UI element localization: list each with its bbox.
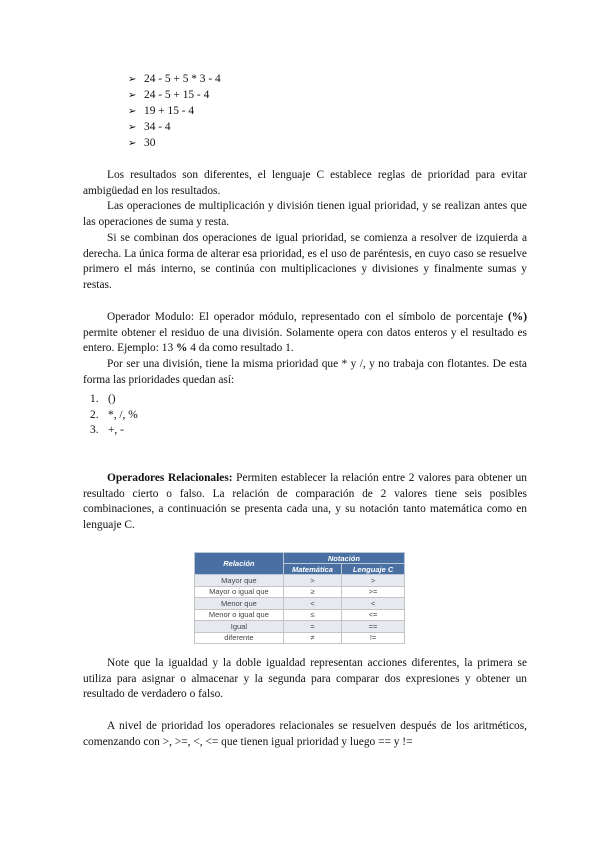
table-row: Menor o igual que ≤ <= [195, 609, 405, 621]
paragraph-relational-priority: A nivel de prioridad los operadores relacionales se resuelven después de los aritméticos, comenzando con >, >=, <, <= que tienen igual prioridad y luego == y != [83, 720, 527, 748]
paragraph-mult-div-priority: Las operaciones de multiplicación y división tienen igual prioridad, y se realizan antes que las operaciones de suma y resta. [83, 200, 527, 228]
arrow-bullet-icon: ➢ [128, 138, 137, 149]
evaluation-steps-list [128, 71, 221, 151]
table-row: Mayor o igual que ≥ >= [195, 586, 405, 598]
paragraph-relational-operators: Operadores Relacionales: Permiten establecer la relación entre 2 valores para obtener un resultado cierto o falso. La relación de comparación de 2 valores tiene seis posibles combinaciones, a continuación se presenta cada una, y su notación tanto matemática como en lenguaje C. [83, 472, 527, 531]
table-row: Mayor que > > [195, 575, 405, 587]
relational-operators-table [194, 552, 405, 644]
table-header-relacion: Relación [195, 553, 284, 575]
list-item: 1. () [90, 393, 116, 405]
table-row: Menor que < < [195, 598, 405, 610]
arrow-bullet-icon: ➢ [128, 74, 137, 85]
paragraph-equality-note: Note que la igualdad y la doble igualdad representan acciones diferentes, la primera se utiliza para asignar o almacenar y la segunda para comparar dos expresiones y obtener un resultado de verdadero o falso. [83, 657, 527, 701]
paragraph-results-differ: Los resultados son diferentes, el lenguaje C establece reglas de prioridad para evitar ambigüedad en los resultados. [83, 169, 527, 197]
table-header-notacion: Notación [283, 553, 404, 564]
arrow-bullet-icon: ➢ [128, 122, 137, 133]
priority-list [90, 392, 138, 439]
paragraph-modulo-operator: Operador Modulo: El operador módulo, representado con el símbolo de porcentaje (%) permite obtener el residuo de una división. Solamente opera con datos enteros y el resultado es entero. Ejemplo: 13 % 4 da como resultado 1. [83, 311, 527, 355]
arrow-bullet-icon: ➢ [128, 90, 137, 101]
list-item: ➢ 30 [128, 135, 221, 151]
table-row: diferente ≠ != [195, 632, 405, 644]
arrow-bullet-icon: ➢ [128, 106, 137, 117]
list-item: ➢ 24 - 5 + 5 * 3 - 4 [128, 71, 221, 87]
paragraph-modulo-priority: Por ser una división, tiene la misma prioridad que * y /, y no trabaja con flotantes. De esta forma las prioridades quedan así: [83, 358, 527, 386]
list-item: ➢ 19 + 15 - 4 [128, 103, 221, 119]
list-item: ➢ 24 - 5 + 15 - 4 [128, 87, 221, 103]
list-item: 3. +, - [90, 424, 124, 436]
list-item: ➢ 34 - 4 [128, 119, 221, 135]
list-item: 2. *, /, % [90, 408, 138, 421]
table-header-matematica: Matemática [283, 564, 341, 575]
table-row: Igual = == [195, 621, 405, 633]
paragraph-same-priority: Si se combinan dos operaciones de igual prioridad, se comienza a resolver de izquierda a derecha. La única forma de alterar esa prioridad, es el uso de paréntesis, en cuyo caso se resuelve primero el más interno, se continúa con multiplicaciones y divisiones y finalmente sumas y restas. [83, 232, 527, 291]
table-header-lenguaje-c: Lenguaje C [342, 564, 405, 575]
